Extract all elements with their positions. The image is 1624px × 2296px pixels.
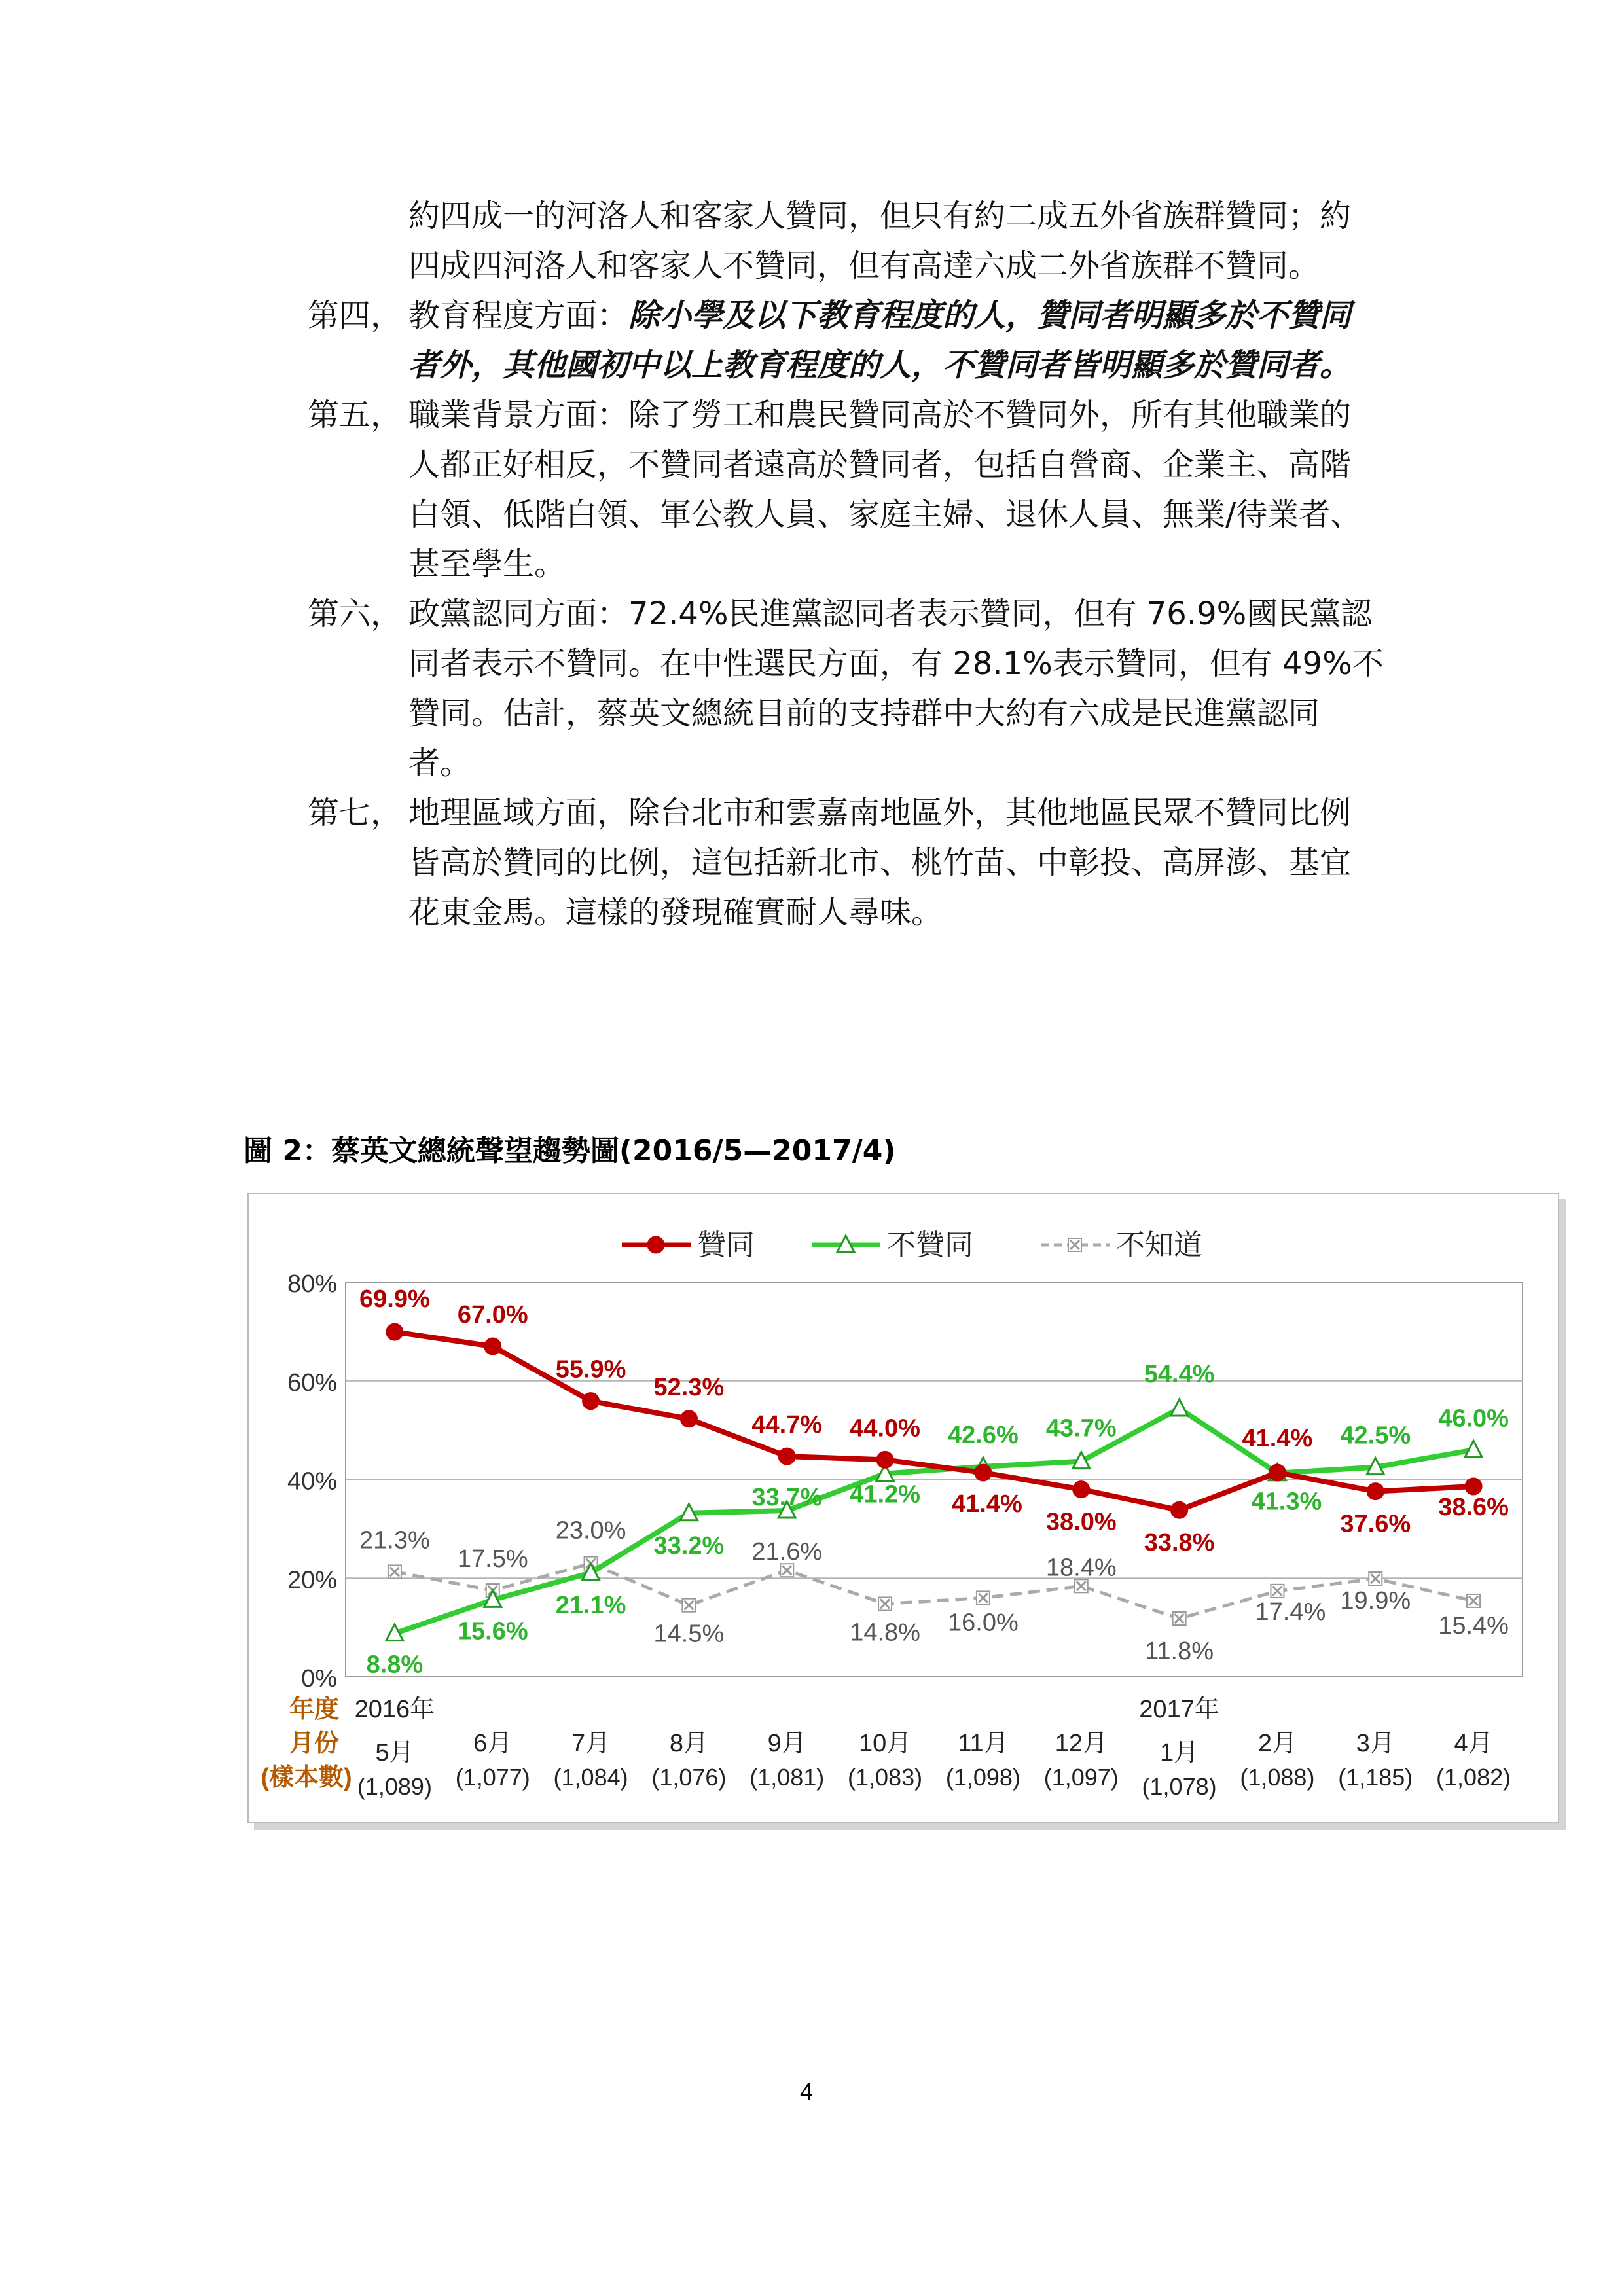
data-label: 37.6% (1340, 1510, 1411, 1538)
data-point (1269, 1464, 1286, 1481)
data-point (1465, 1478, 1482, 1495)
data-label: 18.4% (1045, 1554, 1117, 1582)
body-line-text: 教育程度方面： (408, 297, 629, 334)
data-label: 33.7% (751, 1483, 823, 1511)
x-month-label: 6月 (473, 1730, 513, 1757)
legend-label: 贊同 (697, 1229, 755, 1261)
body-line-text: 政黨認同方面：72.4%民進黨認同者表示贊同，但有 76.9%國民黨認 (408, 596, 1373, 632)
body-line-text: 白領、低階白領、軍公教人員、家庭主婦、退休人員、無業/待業者、 (408, 496, 1362, 533)
data-point (1171, 1501, 1188, 1518)
data-label: 33.2% (653, 1532, 725, 1560)
data-point (1171, 1399, 1188, 1416)
x-sample-label: (1,084) (553, 1764, 628, 1791)
y-tick-label: 80% (287, 1270, 337, 1298)
x-month-label: 8月 (669, 1730, 708, 1757)
data-label: 21.3% (359, 1526, 430, 1554)
trend-chart (249, 1194, 1558, 1822)
body-line-text: 約四成一的河洛人和客家人贊同，但只有約二成五外省族群贊同；約 (408, 198, 1352, 234)
x-month-label: 9月 (767, 1730, 806, 1757)
y-tick-label: 40% (287, 1467, 337, 1496)
data-label: 15.6% (457, 1617, 528, 1645)
x-month-label: 12月 (1055, 1730, 1108, 1757)
data-point (1367, 1483, 1384, 1500)
data-label: 69.9% (359, 1285, 430, 1314)
figure-caption: 圖 2：蔡英文總統聲望趨勢圖(2016/5—2017/4) (244, 1134, 896, 1168)
x-month-label: 11月 (958, 1730, 1009, 1757)
x-sample-label: (1,083) (848, 1764, 923, 1791)
x-year-label: 2016年 (354, 1696, 435, 1723)
data-label: 14.8% (850, 1619, 920, 1647)
x-month-label: 4月 (1454, 1730, 1493, 1757)
data-point (975, 1464, 992, 1481)
data-label: 42.6% (948, 1421, 1019, 1449)
x-sample-label: (1,098) (945, 1764, 1020, 1791)
body-line-text: 皆高於贊同的比例，這包括新北市、桃竹苗、中彰投、高屏澎、基宜 (408, 844, 1352, 881)
data-label: 42.5% (1340, 1422, 1411, 1450)
emphasized-text: 者外，其他國初中以上教育程度的人，不贊同者皆明顯多於贊同者。 (408, 347, 1352, 384)
data-label: 21.1% (555, 1591, 626, 1619)
data-label: 46.0% (1438, 1405, 1509, 1433)
data-label: 14.5% (653, 1620, 725, 1648)
y-tick-label: 60% (287, 1369, 337, 1397)
data-label: 54.4% (1144, 1360, 1215, 1388)
data-label: 67.0% (457, 1300, 528, 1329)
data-label: 33.8% (1144, 1529, 1215, 1557)
emphasized-text: 除小學及以下教育程度的人，贊同者明顯多於不贊同 (628, 297, 1352, 334)
data-label: 52.3% (653, 1373, 725, 1401)
body-line-text: 職業背景方面：除了勞工和農民贊同高於不贊同外，所有其他職業的 (408, 397, 1352, 433)
data-label: 43.7% (1045, 1414, 1117, 1443)
y-tick-label: 0% (301, 1665, 337, 1693)
x-sample-label: (1,078) (1142, 1773, 1217, 1800)
body-line-text: 花東金馬。這樣的發現確實耐人尋味。 (408, 894, 943, 931)
row-header-year: 年度 (289, 1696, 340, 1723)
row-header-month: 月份 (289, 1730, 340, 1757)
section-prefix: 第五， (308, 397, 403, 433)
data-label: 17.5% (457, 1545, 528, 1573)
data-point (484, 1338, 501, 1355)
data-label: 38.0% (1045, 1508, 1117, 1536)
data-label: 41.4% (1242, 1424, 1313, 1452)
x-month-label: 5月 (375, 1739, 414, 1767)
section-prefix: 第六， (308, 596, 403, 632)
x-sample-label: (1,097) (1043, 1764, 1119, 1791)
body-line-text: 同者表示不贊同。在中性選民方面，有 28.1%表示贊同，但有 49%不 (408, 645, 1384, 682)
legend-label: 不知道 (1116, 1229, 1202, 1261)
data-label: 11.8% (1145, 1638, 1214, 1666)
x-month-label: 2月 (1257, 1730, 1297, 1757)
x-month-label: 3月 (1356, 1730, 1395, 1757)
data-label: 19.9% (1340, 1587, 1411, 1615)
row-header-sample: (樣本數) (261, 1764, 352, 1791)
x-sample-label: (1,081) (749, 1764, 825, 1791)
data-label: 38.6% (1438, 1494, 1509, 1522)
y-tick-label: 20% (287, 1566, 337, 1594)
x-year-label: 2017年 (1139, 1696, 1219, 1723)
section-prefix: 第四， (308, 297, 403, 334)
data-label: 41.2% (850, 1480, 920, 1509)
data-point (1073, 1481, 1090, 1498)
data-label: 21.6% (751, 1538, 823, 1566)
data-label: 44.0% (850, 1414, 920, 1443)
data-label: 55.9% (555, 1355, 626, 1384)
data-point (680, 1410, 697, 1427)
legend-marker (647, 1236, 664, 1253)
data-label: 16.0% (948, 1609, 1019, 1637)
x-month-label: 10月 (858, 1730, 912, 1757)
x-sample-label: (1,077) (455, 1764, 530, 1791)
body-line-text: 者。 (408, 745, 472, 781)
page-number: 4 (800, 2078, 814, 2105)
data-point (876, 1451, 893, 1468)
data-label: 41.4% (952, 1490, 1022, 1518)
x-month-label: 1月 (1160, 1739, 1199, 1767)
x-sample-label: (1,185) (1338, 1764, 1413, 1791)
x-sample-label: (1,076) (651, 1764, 727, 1791)
data-label: 15.4% (1438, 1611, 1509, 1640)
data-point (386, 1323, 403, 1340)
x-sample-label: (1,082) (1436, 1764, 1511, 1791)
body-line-text: 地理區域方面，除台北市和雲嘉南地區外，其他地區民眾不贊同比例 (408, 795, 1352, 831)
body-line-text: 甚至學生。 (408, 546, 566, 583)
section-prefix: 第七， (308, 795, 403, 831)
data-point (583, 1393, 600, 1410)
body-line-text: 人都正好相反，不贊同者遠高於贊同者，包括自營商、企業主、高階 (408, 446, 1352, 483)
data-label: 8.8% (366, 1651, 424, 1679)
body-line-text: 四成四河洛人和客家人不贊同，但有高達六成二外省族群不贊同。 (408, 247, 1320, 284)
x-sample-label: (1,088) (1240, 1764, 1315, 1791)
data-label: 41.3% (1251, 1488, 1322, 1516)
data-label: 44.7% (751, 1411, 823, 1439)
x-month-label: 7月 (571, 1730, 611, 1757)
body-line-text: 贊同。估計，蔡英文總統目前的支持群中大約有六成是民進黨認同 (408, 695, 1320, 732)
data-label: 23.0% (555, 1516, 626, 1545)
data-point (778, 1448, 795, 1465)
x-sample-label: (1,089) (357, 1773, 432, 1800)
data-label: 17.4% (1255, 1598, 1326, 1626)
chart-frame (247, 1193, 1559, 1823)
legend-label: 不贊同 (887, 1229, 973, 1261)
